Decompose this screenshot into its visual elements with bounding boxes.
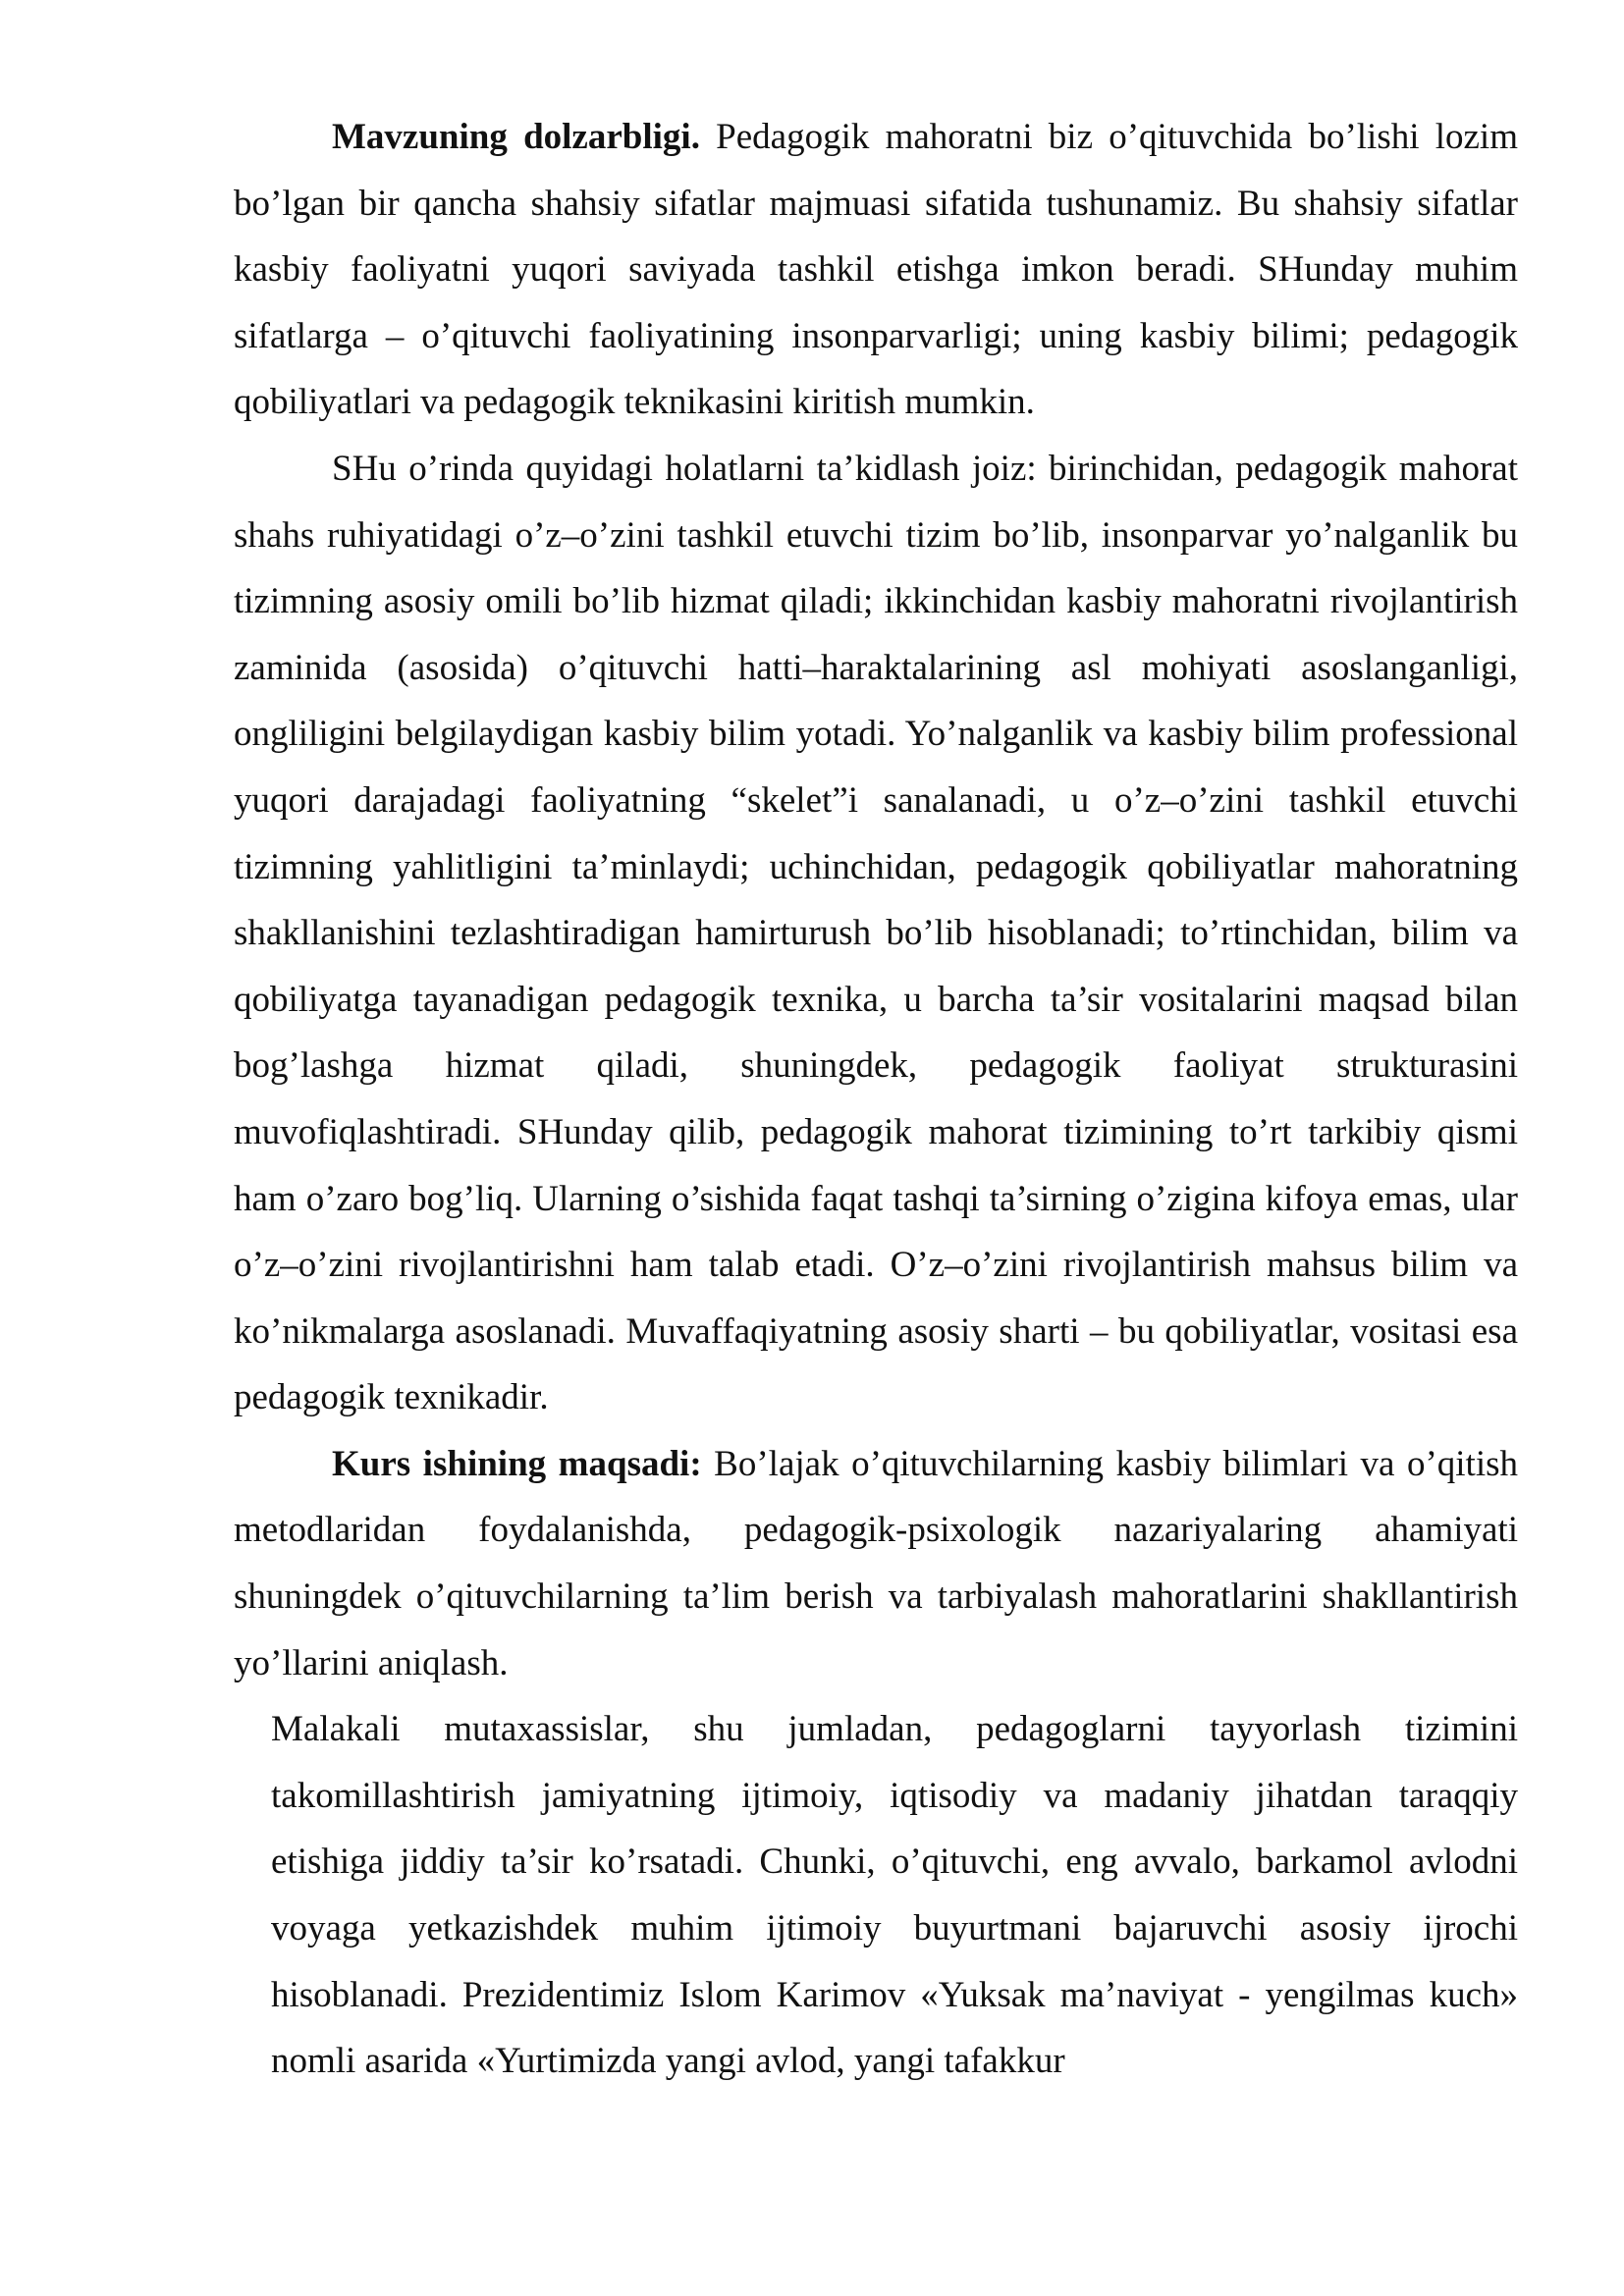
- paragraph-text: Malakali mutaxassislar, shu jumladan, pedagoglarni tayyorlash tizimini takomillashtirish jamiyatning ijtimoiy, iqtisodiy va madaniy jihatdan taraqqiy etishiga jiddiy ta’sir ko’rsatadi. Chunki, o’qituvchi, eng avvalo, barkamol avlodni voyaga yetkazishdek muhim ijtimoiy buyurtmani bajaruvchi asosiy ijrochi hisoblanadi. Prezidentimiz Islom Karimov «Yuksak ma’naviyat - yengilmas kuch» nomli asarida «Yurtimizda yangi avlod, yangi tafakkur: [271, 1709, 1518, 2082]
- paragraph-pedagogical-mastery: [234, 436, 1518, 1431]
- heading-topic-relevance: Mavzuning dolzarbligi.: [332, 117, 700, 157]
- paragraph-text: Bo’lajak o’qituvchilarning kasbiy bilimlari va o’qitish metodlaridan foydalanishda, pedagogik-psixologik nazariyalaring ahamiyati shuningdek o’qituvchilarning ta’lim berish va tarbiyalash mahoratlarini shakllantirish yo’llarini aniqlash.: [234, 1443, 1518, 1683]
- paragraph-topic-relevance: [234, 104, 1518, 436]
- heading-course-goal: Kurs ishining maqsadi:: [332, 1443, 702, 1484]
- paragraph-course-goal: [234, 1431, 1518, 1696]
- paragraph-qualified-specialists: [271, 1696, 1518, 2095]
- paragraph-text: SHu o’rinda quyidagi holatlarni ta’kidlash joiz: birinchidan, pedagogik mahorat shahs ruhiyatidagi o’z–o’zini tashkil etuvchi tizim bo’lib, insonparvar yo’nalganlik bu tizimning asosiy omili bo’lib hizmat qiladi; ikkinchidan kasbiy mahoratni rivojlantirish zaminida (asosida) o’qituvchi hatti–haraktalarining asl mohiyati asoslanganligi, ongliligini belgilaydigan kasbiy bilim yotadi. Yo’nalganlik va kasbiy bilim professional yuqori darajadagi faoliyatning “skelet”i sanalanadi, u o’z–o’zini tashkil etuvchi tizimning yahlitligini ta’minlaydi; uchinchidan, pedagogik qobiliyatlar mahoratning shakllanishini tezlashtiradigan hamirturush bo’lib hisoblanadi; to’rtinchidan, bilim va qobiliyatga tayanadigan pedagogik texnika, u barcha ta’sir vositalarini maqsad bilan bog’lashga hizmat qiladi, shuningdek, pedagogik faoliyat strukturasini muvofiqlashtiradi. SHunday qilib, pedagogik mahorat tizimining to’rt tarkibiy qismi ham o’zaro bog’liq. Ularning o’sishida faqat tashqi ta’sirning o’zigina kifoya emas, ular o’z–o’zini rivojlantirishni ham talab etadi. O’z–o’zini rivojlantirish mahsus bilim va ko’nikmalarga asoslanadi. Muvaffaqiyatning asosiy sharti – bu qobiliyatlar, vositasi esa pedagogik texnikadir.: [234, 448, 1518, 1418]
- document-body: [234, 104, 1518, 2095]
- paragraph-text: Pedagogik mahoratni biz o’qituvchida bo’lishi lozim bo’lgan bir qancha shahsiy sifatlar majmuasi sifatida tushunamiz. Bu shahsiy sifatlar kasbiy faoliyatni yuqori saviyada tashkil etishga imkon beradi. SHunday muhim sifatlarga – o’qituvchi faoliyatining insonparvarligi; uning kasbiy bilimi; pedagogik qobiliyatlari va pedagogik teknikasini kiritish mumkin.: [234, 117, 1518, 423]
